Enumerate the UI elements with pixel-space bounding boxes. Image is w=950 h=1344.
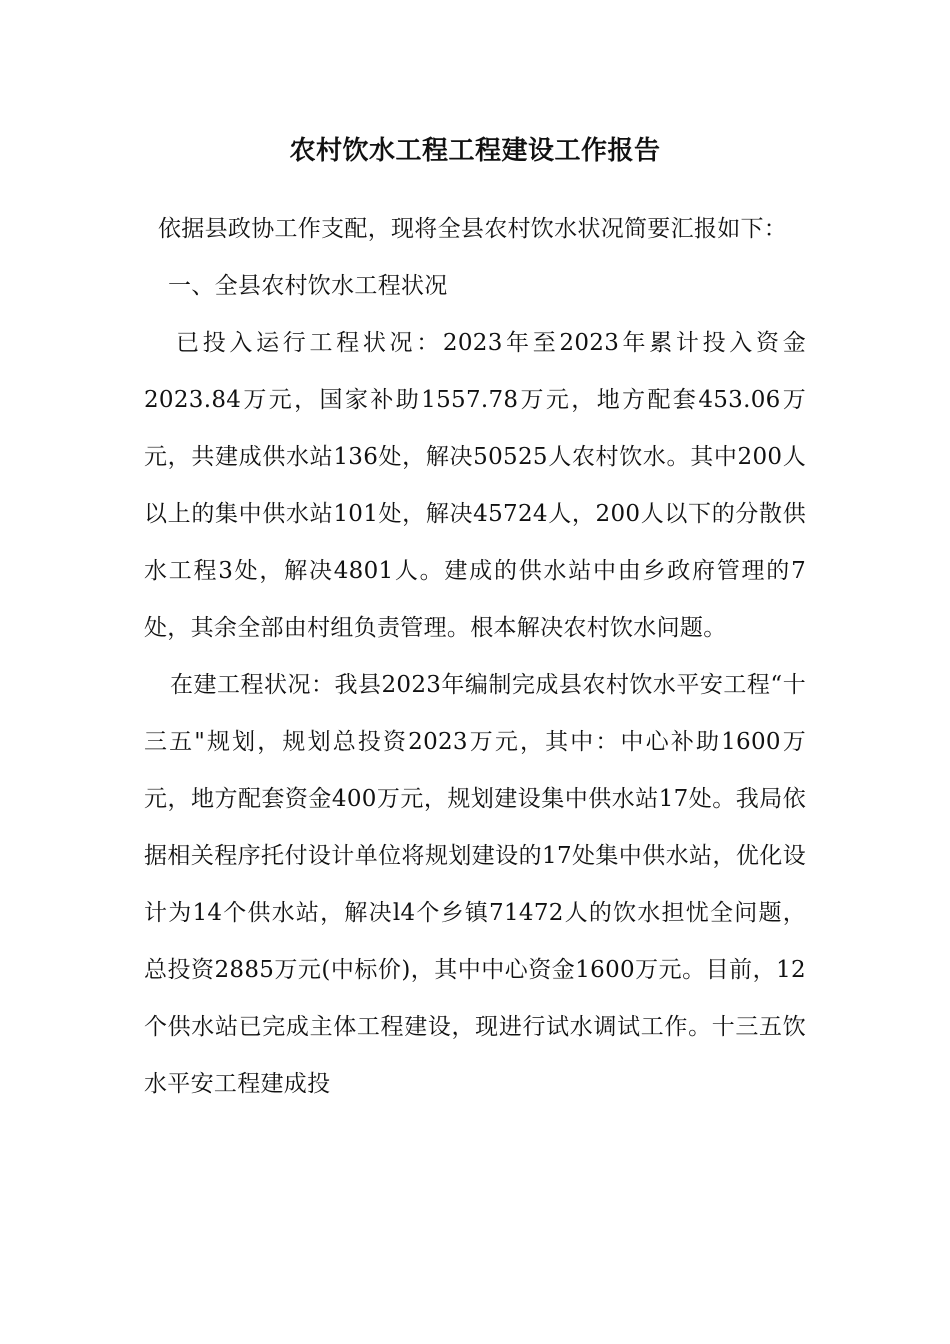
document-title: 农村饮水工程工程建设工作报告 bbox=[289, 136, 661, 166]
operating-projects-paragraph: 已投入运行工程状况：2023年至2023年累计投入资金2023.84万元，国家补助1557.78万元，地方配套453.06万元，共建成供水站136处，解决50525人农村饮水。其中200人以上的集中供水站101处，解决45724人，200人以下的分散供水工程3处，解决4801人。建成的供水站中由乡政府管理的7处，其余全部由村组负责管理。根本解决农村饮水问题。 bbox=[144, 330, 806, 641]
intro-paragraph: 依据县政协工作支配，现将全县农村饮水状况简要汇报如下： bbox=[158, 216, 788, 242]
section-heading: 一、全县农村饮水工程状况 bbox=[168, 273, 448, 299]
document-body bbox=[144, 201, 806, 1113]
construction-projects-paragraph: 在建工程状况：我县2023年编制完成县农村饮水平安工程“十三五"规划，规划总投资2023万元，其中：中心补助1600万元，地方配套资金400万元，规划建设集中供水站17处。我局依据相关程序托付设计单位将规划建设的17处集中供水站，优化设计为14个供水站，解决l4个乡镇71472人的饮水担忧全问题，总投资2885万元(中标价)，其中中心资金1600万元。目前，12个供水站已完成主体工程建设，现进行试水调试工作。十三五饮水平安工程建成投 bbox=[144, 672, 806, 1097]
